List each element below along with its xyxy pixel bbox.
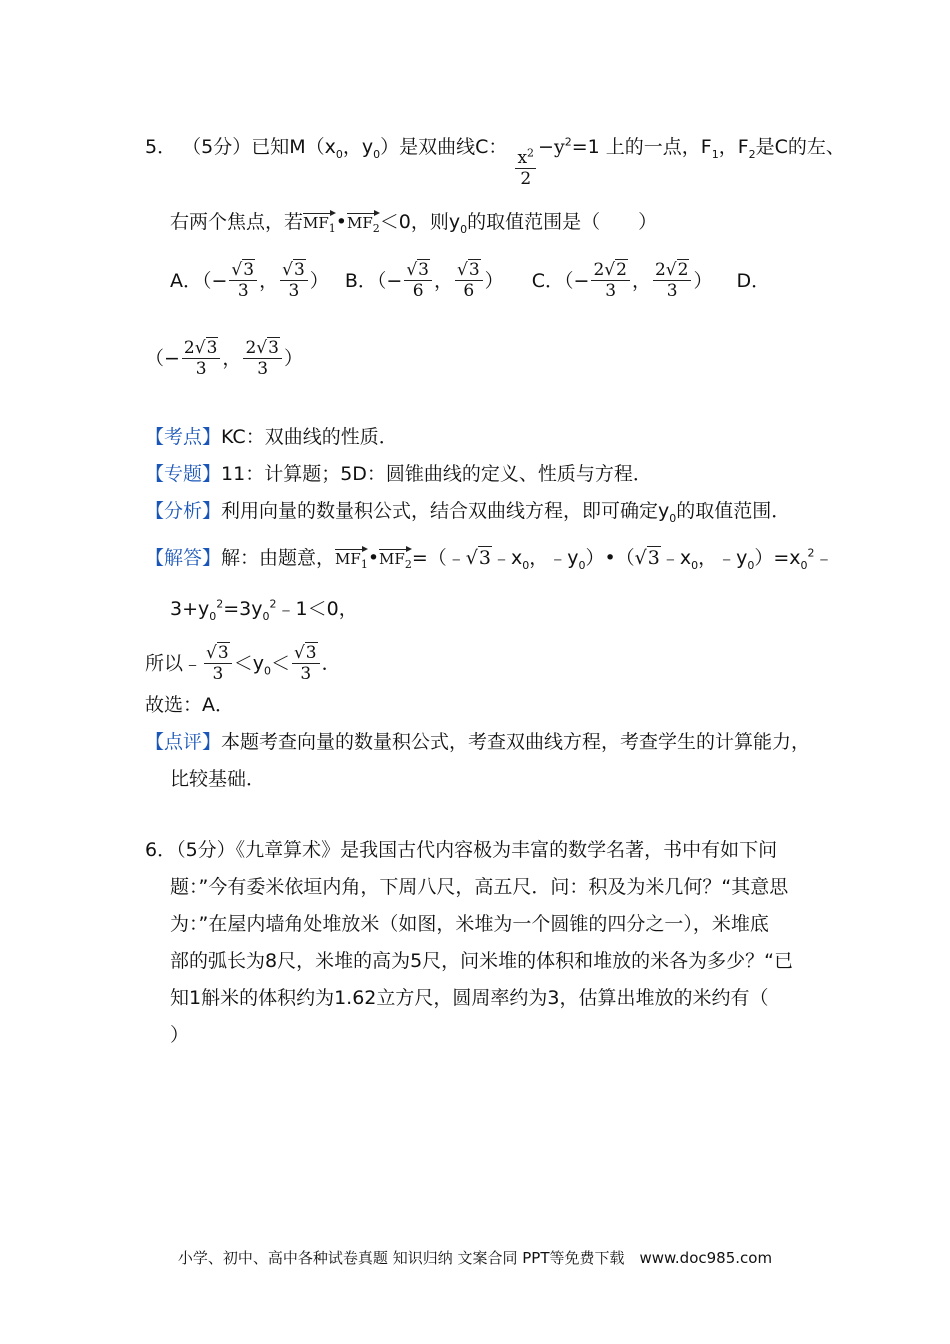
q5-stem-line2: 右两个焦点，若$MF_1•MF_2<0$，则$y_0$的取值范围是（ ） xyxy=(170,211,658,236)
suoyi: 所以﹣ $\frac{√3}{3}$ $<y_0<$ $\frac{√3}{3}$ ． xyxy=(145,643,341,684)
option-d: （− $\frac{2√3}{3}$ ， $\frac{2√3}{3}$ ） xyxy=(145,338,303,379)
hyperbola-fraction: $\frac{x^2}{2}$ xyxy=(517,146,535,189)
vector-mf2: $MF_2$ xyxy=(347,214,380,235)
option-a: A．（− $\frac{√3}{3}$ ， $\frac{√3}{3}$ ） xyxy=(170,260,329,301)
q5-stem-line1: 5． （5分）已知$M(x_0$，$y_0$）是双曲线C： $\frac{x^2}{2}$ $-y^2=1$ 上的一点，$F_1$，$F_2$是C的左、 xyxy=(145,135,845,189)
jieda-line2: $3+y_0^2=3y_0^2﹣1<0$， xyxy=(170,597,358,623)
q6-line6: ） xyxy=(170,1024,190,1046)
q6-line5: 知1斛米的体积约为1.62立方尺，圆周率约为3，估算出堆放的米约有（ xyxy=(170,987,769,1009)
q5-score: （5分） xyxy=(182,136,252,158)
vector-mf2-solution: $MF_2$ xyxy=(379,550,412,571)
q5-number: 5． xyxy=(145,136,177,158)
option-c: C．（− $\frac{2√2}{3}$ ， $\frac{2√2}{3}$ ） xyxy=(531,260,713,301)
zhuanti: 【专题】11：计算题；5D：圆锥曲线的定义、性质与方程． xyxy=(145,463,652,485)
kaodian: 【考点】KC：双曲线的性质． xyxy=(145,426,398,448)
vector-mf1-solution: $MF_1$ xyxy=(335,550,368,571)
vector-mf1: $MF_1$ xyxy=(303,214,336,235)
dianping-line2: 比较基础． xyxy=(170,768,266,790)
option-b: B．（− $\frac{√3}{6}$ ， $\frac{√3}{6}$ ） xyxy=(344,260,504,301)
guxuan: 故选：A． xyxy=(145,694,234,716)
q6-line4: 部的弧长为8尺，米堆的高为5尺，问米堆的体积和堆放的米各为多少？“已 xyxy=(170,950,794,972)
q6-line2: 题：”今有委米依垣内角，下周八尺，高五尺．问：积及为米几何？“其意思 xyxy=(170,876,789,898)
dianping-line1: 【点评】本题考查向量的数量积公式，考查双曲线方程，考查学生的计算能力， xyxy=(145,731,811,753)
q6-line3: 为：”在屋内墙角处堆放米（如图，米堆为一个圆锥的四分之一），米堆底 xyxy=(170,913,769,935)
option-d-label: D． xyxy=(736,269,771,292)
fenxi: 【分析】利用向量的数量积公式，结合双曲线方程，即可确定$y_0$的取值范围． xyxy=(145,500,791,525)
q6-line1: 6．（5分）《九章算术》是我国古代内容极为丰富的数学名著，书中有如下问 xyxy=(145,839,778,861)
jieda-line1: 【解答】解：由题意，$MF_1•MF_2=(﹣√3﹣x_0$，$﹣y_0)•(√3﹣x_0$，$﹣y_0)=x_0^2﹣$ xyxy=(145,546,834,572)
q5-options xyxy=(170,262,770,300)
footer-text: 小学、初中、高中各种试卷真题 知识归纳 文案合同 PPT等免费下载 www.doc985.com xyxy=(177,1249,773,1267)
